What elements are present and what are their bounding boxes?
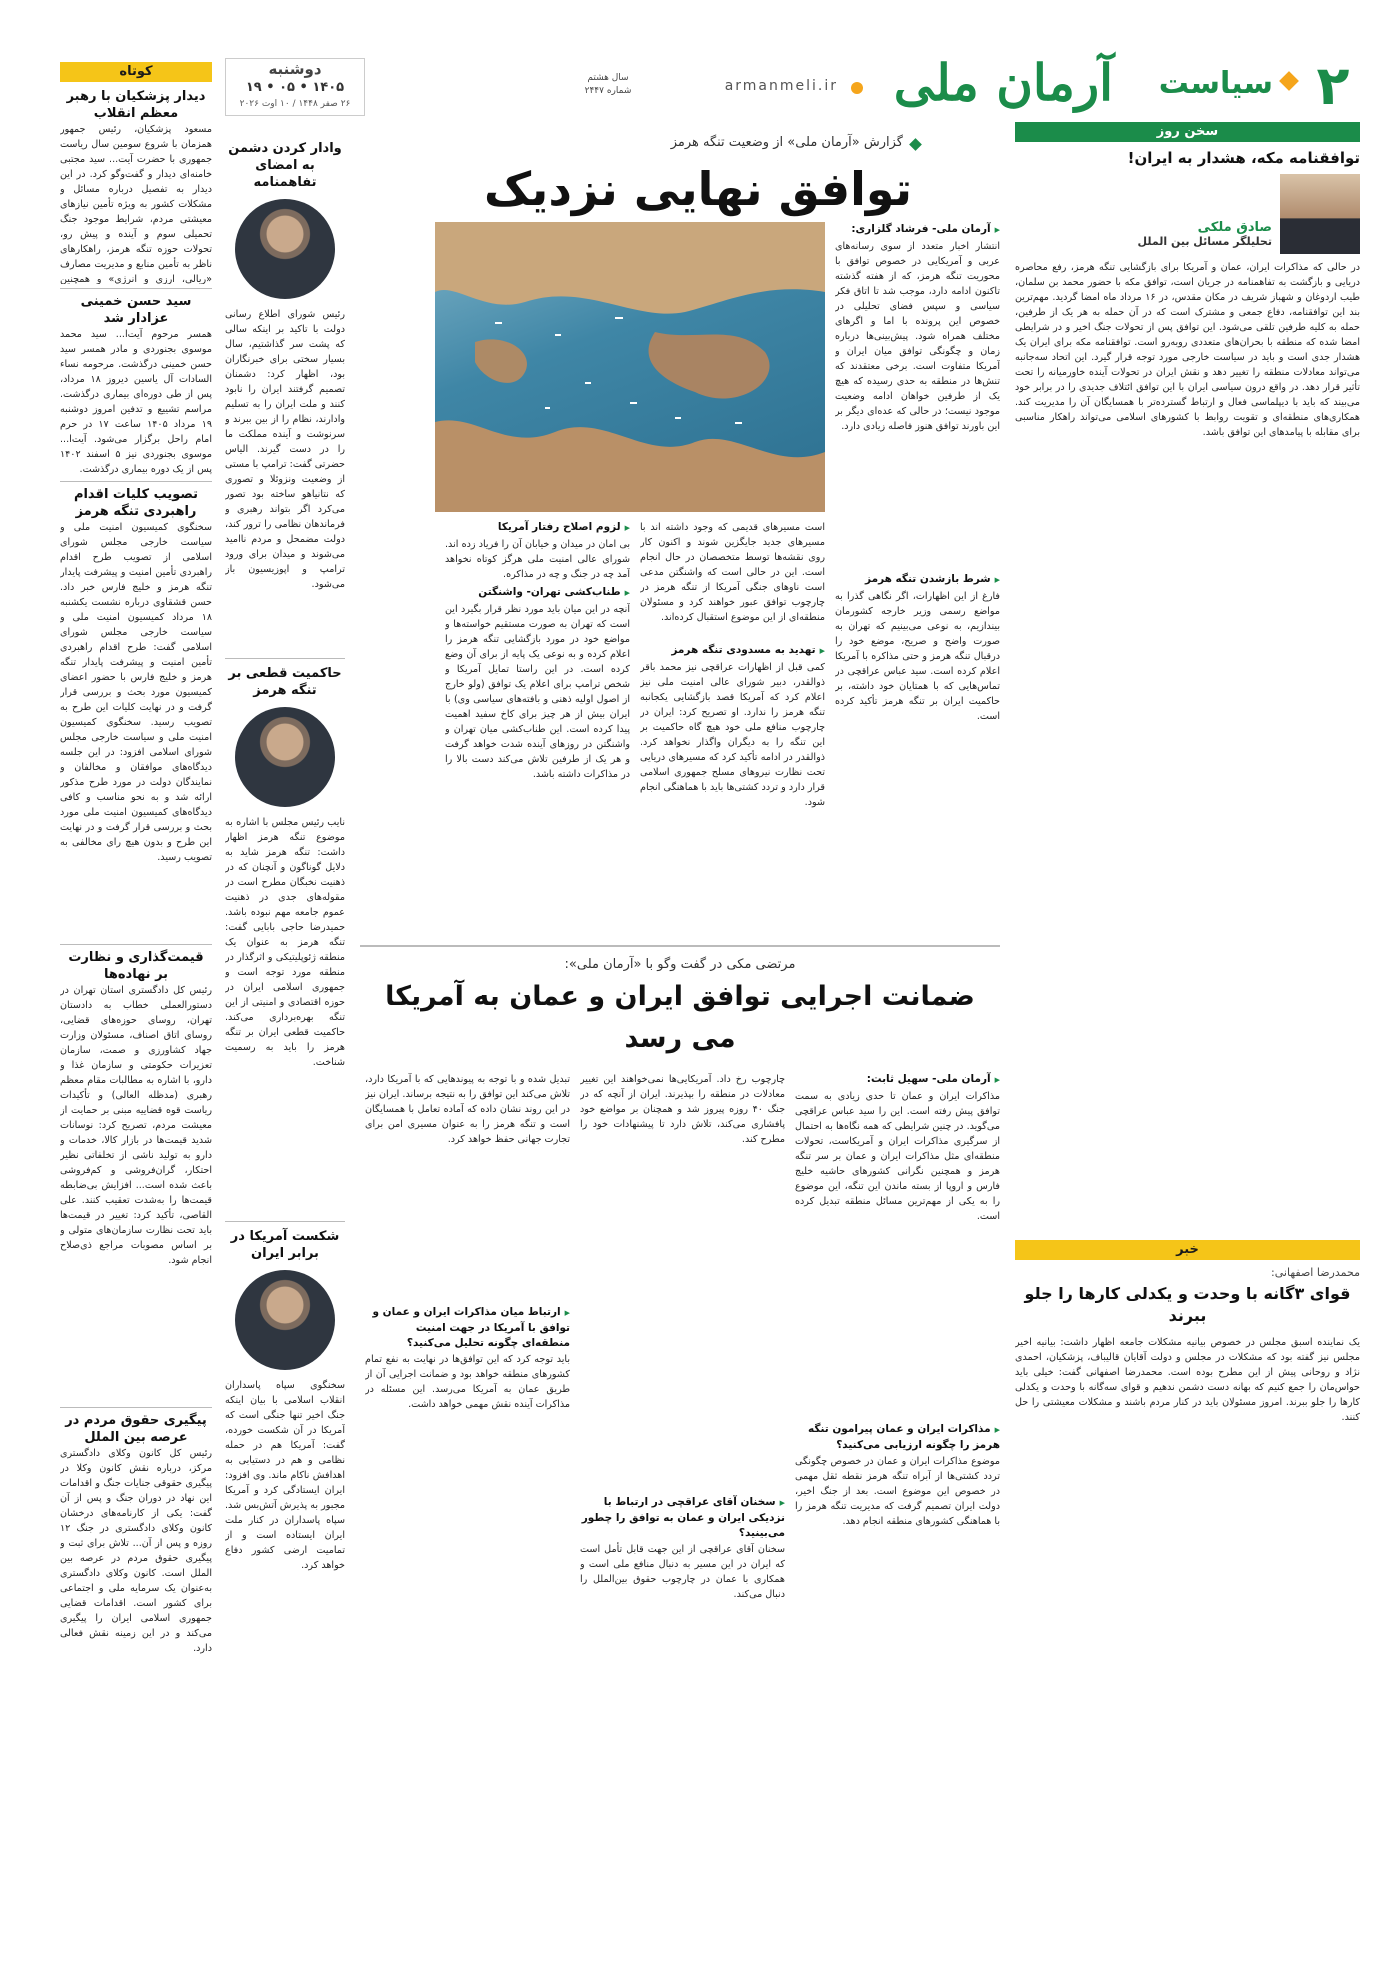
page-number: ۲ (1316, 54, 1350, 117)
avatar (235, 199, 335, 299)
weekday: دوشنبه (268, 60, 322, 78)
short-news-title-1: دیدار پزشکیان با رهبر معظم انقلاب (66, 89, 206, 121)
site-url[interactable]: armanmeli.ir (724, 78, 838, 94)
quote-body-3: سخنگوی سپاه پاسداران انقلاب اسلامی با بیان اینکه جنگ اخیر تنها جنگی است که آمریکا در آن شکست خورده، گفت: آمریکا هم در حمله نظامی و هم در دستیابی به اهدافش ناکام ماند. وی افزود: ایران ایستادگی کرد و آمریکا مجبور به پذیرش آتش‌بس شد. سپاه پاسداران در کنار ملت ایران ایستاده است و از تمامیت ارضی کشور دفاع خواهد کرد. (225, 1380, 345, 1571)
short-news-title-3: تصویب کلیات اقدام راهبردی تنگه هرمز (73, 487, 199, 519)
interview-question-1: ▶ مذاکرات ایران و عمان پیرامون تنگه هرمز را چگونه ارزیابی می‌کنید؟ (795, 1422, 1000, 1453)
quote-title-3: شکست آمریکا در برابر ایران (230, 1229, 340, 1261)
short-news-body-5: رئیس کل کانون وکلای دادگستری مرکز، درباره نقش کانون وکلا در پیگیری حقوقی جنایات جنگ و اقدامات این نهاد در دوران جنگ و پس از آن گفت: یکی از کارنامه‌های درخشان کانون وکلای دادگستری در جنگ ۱۲ روزه و پس از آن... تلاش برای ثبت و پیگیری حقوق مردم در عرصه بین الملل است. کانون وکلای دادگستری به‌عنوان یک سرمایه ملی و اجتماعی برای کشور است. اقدامات قضایی جمهوری اسلامی ایران را پیگیری می‌کند و در این زمینه نقش فعالی دارد. (60, 1448, 212, 1654)
lead-column-1 (835, 222, 1000, 927)
interview-question-3: ▶ ارتباط میان مذاکرات ایران و عمان و توافق با آمریکا در جهت امنیت منطقه‌ای چگونه تحلیل می‌کنید؟ (365, 1305, 570, 1351)
short-news-header-label: کوتاه (119, 64, 153, 79)
lead-body-1: انتشار اخبار متعدد از سوی رسانه‌های عربی و آمریکایی در خصوص توافق با محوریت تنگه هرمز، که از هفته گذشته تاکنون ادامه دارد، موجب شد تا اتاق فکر سیاسی و سپس فضای تحلیلی در خصوص این پرونده با اما و اگرهای مختلف همراه شود. پیش‌بینی‌ها درباره زمان و چگونگی توافق میان ایران و آمریکا متفاوت است. برخی معتقدند که تنش‌ها در منطقه به حدی رسیده که هیچ یک از طرفین خواهان ادامه وضعیت موجود نیست؛ در حالی که عده‌ای دیگر بر این باورند توافق هنوز فاصله زیادی دارد. (835, 241, 1000, 432)
divider (60, 944, 212, 945)
lead-photo (435, 222, 825, 512)
news-header (1015, 1240, 1360, 1260)
section-diamond-icon (1279, 71, 1299, 91)
lead-body-1b: فارغ از این اظهارات، اگر نگاهی گذرا به مواضع رسمی وزیر خارجه کشورمان بیندازیم، به نوعی می‌بینیم که تهران به صورت واضح و صریح، موضع خود را درقبال تنگه هرمز و حتی مذاکره با آمریکا اعلام کرده است. سید عباس عراقچی در تماس‌هایی که با همتایان خود داشته، بر حاکمیت ایران بر تنگه هرمز تأکید کرده است. (835, 591, 1000, 722)
short-news-title-2: سید حسن خمینی عزادار شد (80, 294, 192, 326)
lead-column-3 (445, 520, 630, 930)
editorial-column (1015, 122, 1360, 1222)
editorial-title: توافقنامه مکه، هشدار به ایران! (1127, 149, 1360, 167)
logo-dot-icon (851, 82, 863, 94)
news-body: یک نماینده اسبق مجلس در خصوص بیانیه مشکلات جامعه اظهار داشت: بیانیه اخیر مجلس نیز گفته بود که مشکلات در مجلس و دولت آقایان قالیباف، پزشکیان، احمدی نژاد و روحانی پیش از این مطرح بوده است. محمدرضا اصفهانی گفت: خیلی باید حواس‌مان را جمع کنیم که بهانه دست دشمن ندهیم و قوای سه‌گانه با وحدت و یکدلی کارها را جلو ببرند. امروز مسئولان باید در کنار مردم باشند و مشکلات معیشتی را حل کنند. (1015, 1337, 1360, 1423)
interview-kicker: مرتضی مکی در گفت وگو با «آرمان ملی»: (564, 957, 796, 972)
editorial-author: صادق ملکی (1197, 220, 1272, 235)
date-other: ۲۶ صفر ۱۴۴۸ / ۱۰ اوت ۲۰۲۶ (239, 99, 351, 109)
short-news-header (60, 62, 212, 82)
interview-body-3b: باید توجه کرد که این توافق‌ها در نهایت به نفع تمام کشورهای منطقه خواهد بود و ضمانت اجرایی آن از طریق عمان به آمریکا می‌رسد. این مسئله در مذاکرات آینده نقش مهمی خواهد داشت. (365, 1354, 570, 1410)
quote-body-2: نایب رئیس مجلس با اشاره به موضوع تنگه هرمز اظهار داشت: تنگه هرمز شاید به دلایل گوناگون و آنچنان که در ذهنیت نخبگان مطرح است در مقوله‌های جدی در ذهنیت عموم جامعه مهم نبوده باشد. حمیدرضا حاجی بابایی گفت: تنگه هرمز به عنوان یک منطقه ژئوپلیتیکی و اثرگذار در منطقه مورد توجه است و جمهوری اسلامی ایران در حوزه اقتصادی و امنیتی از این تنگه بهره‌برداری می‌کند. حاکمیت قطعی ایران بر تنگه هرمز را باید به رسمیت شناخت. (225, 817, 345, 1068)
news-author: محمدرضا اصفهانی: (1271, 1266, 1360, 1279)
lead-body-2b: کمی قبل از اظهارات عراقچی نیز محمد باقر ذوالقدر، دبیر شورای عالی امنیت ملی نیز اعلام کرد که آمریکا قصد بازگشایی یکجانبه تنگه هرمز را ندارد. او تصریح کرد: ایران در چارچوب منافع ملی خود هیچ گاه حاکمیت بر این تنگه را به دیگران واگذار نخواهد کرد. ذوالقدر در ادامه تأکید کرد که مسیرهای دریایی تحت نظارت نیروهای مسلح جمهوری اسلامی قرار دارد و تردد کشتی‌ها باید با هماهنگی انجام شود. (640, 662, 825, 808)
strait-aerial-illustration (435, 222, 825, 512)
news-title: قوای ۳گانه با وحدت و یکدلی کارها را جلو ببرند (1024, 1284, 1351, 1325)
short-news-column (60, 62, 212, 1942)
interview-column-3 (365, 1072, 570, 1922)
divider (60, 481, 212, 482)
interview-body-1: مذاکرات ایران و عمان تا حدی زیادی به سمت توافق پیش رفته است. این را سید عباس عراقچی می‌گوید. در چنین شرایطی که همه نگاه‌ها به احتمال از سرگیری مذاکرات ایران و آمریکاست، تحولات منطقه‌ای مثل مذاکرات ایران و عمان بر سر تنگه هرمز و همچنین نگرانی کشورهای حاشیه خلیج فارس و اروپا از بسته ماندن این تنگه، این موضوع را به یکی از مهم‌ترین مسائل منطقه تبدیل کرده است. (795, 1091, 1000, 1222)
quote-title-2: حاکمیت قطعی بر تنگه هرمز (228, 666, 342, 698)
editorial-header-label: سخن روز (1156, 124, 1219, 139)
lead-body-2: است مسیرهای قدیمی که وجود داشته اند با مسیرهای جدید جایگزین شوند و اکنون کار روی نقشه‌ها توسط متخصصان در حال انجام است. این در حالی است که واشنگتن مدعی است ناوهای جنگی آمریکا از تنگه هرمز در چارچوب توافق عبور خواهند کرد و مسئولان منطقه‌ای از این موضوع استقبال کرده‌اند. (640, 522, 825, 623)
lead-kicker-diamond-icon (909, 138, 922, 151)
news-header-label: خبر (1176, 1242, 1199, 1257)
year-issue: سال هشتم شماره ۲۴۴۷ (584, 73, 632, 96)
divider (60, 288, 212, 289)
interview-block (360, 945, 1000, 1935)
interview-body-2: چارچوب رخ داد. آمریکایی‌ها نمی‌خواهند این تغییر معادلات در منطقه را بپذیرند. ایران از آنچه که در جنگ ۴۰ روزه پیروز شد و همچنان بر مواضع خود پافشاری می‌کند، تلاش دارد تا پیشنهادات خود را مطرح کند. (580, 1074, 785, 1145)
date-fa: ۱۴۰۵ • ۰۵ • ۱۹ (245, 80, 345, 95)
masthead (225, 53, 1358, 117)
divider (225, 658, 345, 659)
interview-body-2b: سخنان آقای عراقچی از این جهت قابل تأمل است که ایران در این مسیر به دنبال منافع ملی است و همکاری با عمان در چارچوب حقوق بین‌الملل را دنبال می‌کند. (580, 1544, 785, 1600)
divider (60, 1407, 212, 1408)
avatar (235, 707, 335, 807)
interview-column-1 (795, 1072, 1000, 1922)
lead-byline (835, 222, 1000, 238)
quote-body-1: رئیس شورای اطلاع رسانی دولت با تاکید بر اینکه سالی که پشت سر گذاشتیم، سال بسیار سختی برای خبرنگاران بود، اظهار کرد: دشمنان تصمیم گرفتند ایران را نابود کنند و ملت ایران را به تسلیم وادارند، نظام را از بین ببرند و سرنوشت و آینده مملکت ما را در دست گیرند. الیاس حضرتی گفت: ترامپ با مستی از وضعیت ونزوئلا و تصوری که نتانیاهو ساخته بود تصور می‌کرد اگر بتواند رهبری و فرماندهان نظامی را ترور کند، دولت مضمحل و مردم ناامید می‌شوند و میدان برای ورود ترامپ و اپوزیسیون باز می‌شود. (225, 309, 345, 590)
section-title: سیاست (1158, 66, 1273, 101)
interview-column-2 (580, 1072, 785, 1922)
short-news-body-4: رئیس کل دادگستری استان تهران در دستورالعملی خطاب به دادستان تهران، روسای حوزه‌های قضایی، روسای اتاق اصناف، مسئولان وزارت جهاد کشاورزی و صمت، سازمان تعزیرات حکومتی و سازمان غذا و دارو، با اشاره به مطالبات مقام معظم رهبری (مدظله العالی) و تأکیدات ریاست قوه قضاییه مبنی بر حمایت از معیشت مردم، تصریح کرد: نوسانات شدید قیمت‌ها در بازار کالا، خدمات و دارو به تولید ناشی از تخلفاتی نظیر احتکار، گران‌فروشی و کم‌فروشی باعث شده است... افزایش بی‌ضابطه قیمت‌ها را به‌شدت تعقیب کنند. علی القاصی، تأکید کرد: تغییر در قیمت‌ها باید تحت نظارت سازمان‌های متولی و بر اساس مصوبات مراجع ذی‌صلاح انجام شود. (60, 985, 212, 1266)
short-news-title-4: قیمت‌گذاری و نظارت بر نهاده‌ها (68, 950, 204, 982)
interview-body-1b: موضوع مذاکرات ایران و عمان در خصوص چگونگی تردد کشتی‌ها از آبراه تنگه هرمز نقطه ثقل مهمی در خصوص این موضوع است. بعد از جنگ اخیر، دولت ایران تصمیم گرفت که مدیریت تنگه هرمز را با هماهنگی کشورهای منطقه انجام دهد. (795, 1456, 1000, 1527)
author-photo (1280, 174, 1360, 254)
lead-subhead-1: ▶ شرط بازشدن تنگه هرمز (835, 572, 1000, 588)
lead-subhead-2: ▶ تهدید به مسدودی تنگه هرمز (640, 643, 825, 659)
interview-headline: ضمانت اجرایی توافق ایران و عمان به آمریکا می رسد (385, 981, 975, 1054)
logo: آرمان ملی (893, 53, 1113, 112)
lead-subhead-3: ▶ لزوم اصلاح رفتار آمریکا (445, 520, 630, 536)
divider (225, 1221, 345, 1222)
editorial-body: در حالی که مذاکرات ایران، عمان و آمریکا برای بازگشایی تنگه هرمز، رفع محاصره دریایی و بازگشت به تفاهمنامه در جریان است، توافق مکه با حضور محمد بن سلمان، طیب اردوغان و شهباز شریف در مکان مقدس، در ۱۶ مرداد ماه امضا گردید. مهم‌ترین بند این توافقنامه، دفاع جمعی و مشترک است که در آن حمله به هر یک از طرفین، حمله به کلیه طرفین تلقی می‌شود. این توافق پس از تحولات جنگ اخیر و در شرایطی امضا شده که منطقه با بحران‌های متعددی روبه‌رو است. توافقنامه مکه برای ایران یک هشدار جدی است و باید در سیاست خارجی مورد توجه قرار گیرد. این اتحاد سه‌جانبه می‌تواند معادلات منطقه را تغییر دهد و نقش ایران در تحولات آینده خاورمیانه را تحت تأثیر قرار دهد. در واقع درون سیاسی ایران با این توافق ائتلاف جدیدی را در برابر خود می‌بیند که باید با دیپلماسی فعال و ارتباط گسترده‌تر با همسایگان آن را مدیریت کند. همکاری‌های منطقه‌ای و تقویت روابط با کشورهای اسلامی می‌تواند راهکار مناسبی برای مقابله با پیامدهای این توافق باشد. (1015, 262, 1360, 438)
date-box (225, 58, 365, 116)
short-news-body-3: سخنگوی کمیسیون امنیت ملی و سیاست خارجی مجلس شورای اسلامی از تصویب طرح اقدام راهبردی تأمین امنیت و پیشرفت پایدار تنگه هرمز و خلیج فارس خبر داد. حسن قشقاوی درباره نشست یکشنبه ۱۸ مرداد کمیسیون امنیت ملی و سیاست خارجی مجلس شورای اسلامی گفت: طرح اقدام راهبردی تأمین امنیت و پیشرفت پایدار تنگه هرمز و خلیج فارس با حضور اعضای کمیسیون مورد بحث و بررسی قرار گرفت و در نهایت کلیات این طرح به تصویب رسید. سخنگوی کمیسیون امنیت ملی و سیاست خارجی مجلس شورای اسلامی افزود: در این جلسه دیدگاه‌های موافقان و مخالفان و نمایندگان دولت در مورد طرح مذکور ارائه شد و به نحو مناسب و کافی دیدگاه‌های کمیسیون امنیت ملی مورد بحث و بررسی قرار گرفت و در نهایت این طرح و بدون هیچ رای مخالفی به تصویب رسید. (60, 522, 212, 863)
quote-column (225, 140, 345, 1940)
lead-byline-text: آرمان ملی- فرشاد گلزاری: (851, 223, 991, 235)
interview-question-2: ▶ سخنان آقای عراقچی در ارتباط با نزدیکی ایران و عمان به توافق را چطور می‌بینید؟ (580, 1495, 785, 1541)
editorial-header (1015, 122, 1360, 142)
lead-kicker: گزارش «آرمان ملی» از وضعیت تنگه هرمز (670, 135, 903, 150)
quote-title-1: وادار کردن دشمن به امضای تفاهمنامه (228, 141, 342, 190)
lead-subhead-4: ▶ طناب‌کشی تهران- واشنگتن (445, 585, 630, 601)
lead-headline: توافق نهایی نزدیک (483, 162, 913, 216)
editorial-author-role: تحلیلگر مسائل بین الملل (1137, 235, 1272, 248)
avatar (235, 1270, 335, 1370)
lead-body-3: بی امان در میدان و خیابان آن را فریاد زده اند. شورای عالی امنیت ملی هرگز کوتاه نخواهد آمد چه در جنگ و چه در مذاکره. (445, 539, 630, 580)
interview-body-3: تبدیل شده و با توجه به پیوندهایی که با آمریکا دارد، تلاش می‌کند این توافق را به نتیجه برساند. ایران نیز در این روند نشان داده که آماده تعامل با همسایگان است و تنگه هرمز را به عنوان مسیری امن برای تجارت جهانی حفظ خواهد کرد. (365, 1074, 570, 1145)
short-news-body-2: همسر مرحوم آیت‌ا... سید محمد موسوی بجنوردی و مادر همسر سید حسن خمینی درگذشت. مرحومه نساء السادات آل یاسین دیروز ۱۸ مرداد، پس از طی دوره‌ای بیماری درگذشت. مراسم تشییع و تدفین امروز دوشنبه ۱۹ مرداد ۱۴۰۵ ساعت ۱۷ در حرم امام راحل برگزار می‌شود. آیت‌ا... موسوی بجنوردی نیز ۵ اسفند ۱۴۰۲ پس از یک دوره بیماری درگذشت. (60, 329, 212, 475)
lead-body-3b: آنچه در این میان باید مورد نظر قرار بگیرد این است که تهران به صورت مستقیم خواسته‌ها و مواضع خود در مورد بازگشایی تنگه هرمز را اعلام کرده و به نوعی یک پایه از برای آن وضع کرده است. در این راستا تمایل آمریکا و شخص ترامپ برای اعلام یک توافق (ولو خارج از اصول اولیه ذهنی و بافته‌های سیاسی وی) با ایران بیش از هر چیز برای کاخ سفید اهمیت پیدا کرده است. این طناب‌کشی میان تهران و واشنگتن در روزهای آینده شدت خواهد گرفت و هر یک از طرفین تلاش می‌کند دست بالا را در مذاکرات داشته باشد. (445, 604, 630, 780)
lead-column-2 (640, 520, 825, 930)
news-box (1015, 1240, 1360, 1940)
interview-byline: ▶ آرمان ملی- سهیل ثابت: (795, 1072, 1000, 1088)
short-news-title-5: پیگیری حقوق مردم در عرصه بین الملل (65, 1413, 207, 1445)
short-news-body-1: مسعود پزشکیان، رئیس جمهور همزمان با شروع سومین سال ریاست جمهوری با حضرت آیت... سید مجتبی خامنه‌ای دیدار و گفت‌وگو کرد. در این دیدار به تفصیل درباره مسائل و مشکلات کشور به ویژه تأمین نیازهای معیشتی مردم، شرایط موجود جنگ تحمیلی سوم و آینده و پیش رو، تحولات حوزه تنگه هرمز، راهکارهای ناظر به تأمین منابع و مدیریت مصارف «ریالی، ارزی و انرژی» و همچنین (60, 124, 212, 284)
